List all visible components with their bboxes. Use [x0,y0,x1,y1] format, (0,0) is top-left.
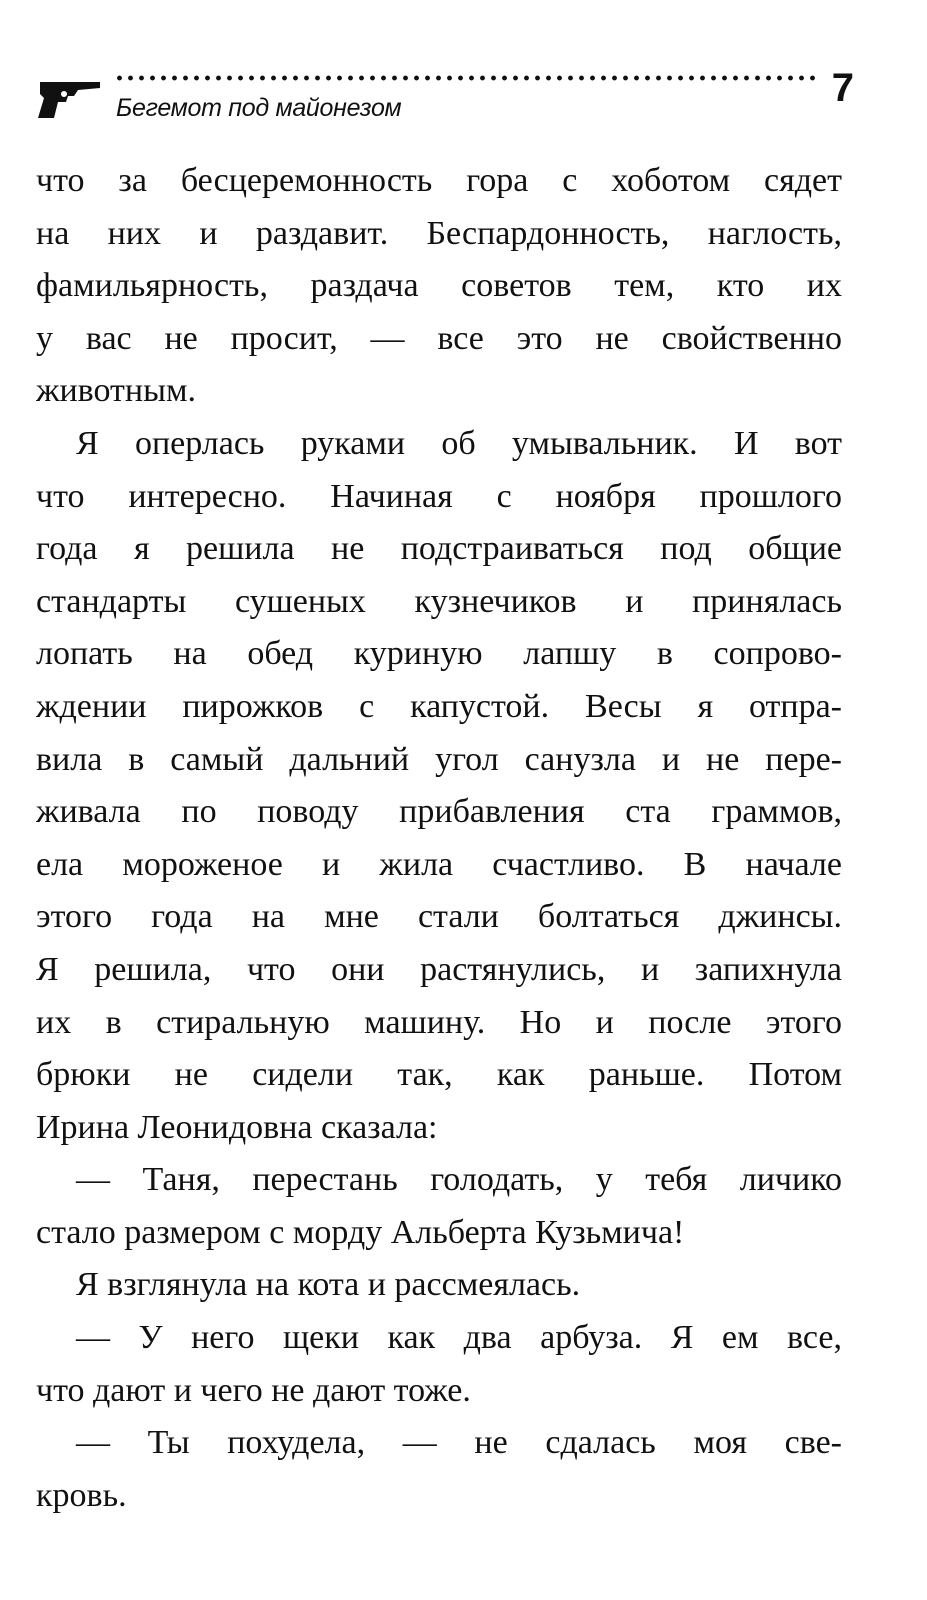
text-line: — У него щеки как два арбуза. Я ем все, [76,1319,842,1357]
text-line: года я решила не подстраиваться под общие [36,530,842,568]
running-title: Бегемот под майонезом [116,94,402,122]
text-line: у вас не просит, — все это не свойственно [36,319,842,357]
text-line: стало размером с морду Альберта Кузьмича! [36,1213,685,1251]
text-line: что за бесцеремонность гора с хоботом сядет [36,162,842,199]
text-line: Ирина Леонидовна сказала: [36,1108,438,1146]
text-line: ела мороженое и жила счастливо. В начале [36,845,842,883]
text-line: Я решила, что они растянулись, и запихнула [36,950,842,988]
text-line: этого года на мне стали болтаться джинсы. [36,898,842,936]
text-line: кровь. [36,1476,127,1514]
pistol-icon [34,76,104,120]
text-line: Я взглянула на кота и рассмеялась. [76,1266,581,1304]
text-line: — Таня, перестань голодать, у тебя личико [76,1161,842,1199]
text-line: вила в самый дальний угол санузла и не пере- [36,740,842,778]
text-line: брюки не сидели так, как раньше. Потом [36,1056,842,1094]
text-line: Я оперлась руками об умывальник. И вот [76,424,842,462]
text-line: животным. [36,372,196,410]
text-line: стандарты сушеных кузнечиков и принялась [36,582,842,620]
text-line: их в стиральную машину. Но и после этого [36,1003,842,1041]
text-line: ждении пирожков с капустой. Весы я отпра- [36,687,842,725]
text-line: живала по поводу прибавления ста граммов, [36,793,842,831]
text-line: — Ты похудела, — не сдалась моя све- [76,1424,842,1462]
text-line: что интересно. Начиная с ноября прошлого [36,477,842,515]
text-line: на них и раздавит. Беспардонность, наглость, [36,214,842,252]
text-line: что дают и чего не дают тоже. [36,1371,471,1409]
text-line: лопать на обед куриную лапшу в сопрово- [36,635,842,673]
body-text [36,155,842,1522]
dotted-rule [114,74,820,82]
page-header [34,66,854,130]
text-line: фамильярность, раздача советов тем, кто их [36,267,842,305]
page-number: 7 [831,66,854,110]
